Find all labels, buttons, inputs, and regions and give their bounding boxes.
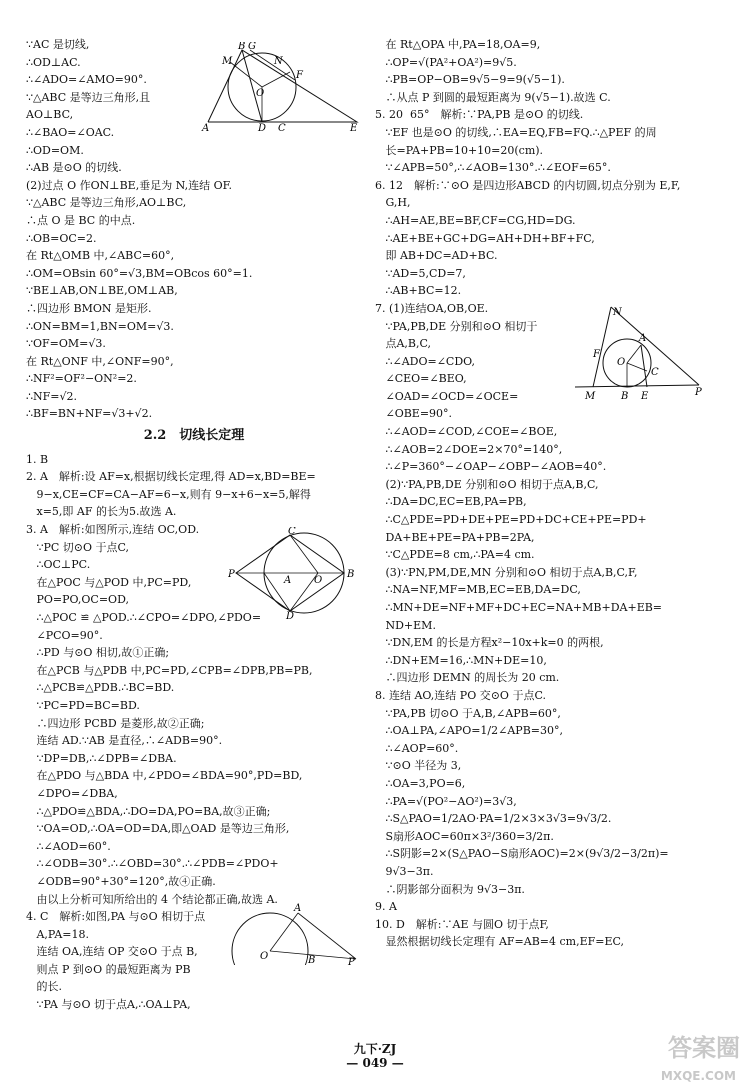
- answer-line: ∵AD=5,CD=7,: [375, 266, 466, 280]
- text-line: ∵OF=OM=√3.: [26, 337, 106, 351]
- fig1-label-b: B: [238, 42, 246, 52]
- answer-line: ∴DA=DC,EC=EB,PA=PB,: [375, 495, 527, 509]
- answer-line: ∵PC 切⊙O 于点C,: [26, 540, 130, 554]
- answer-line: 7. (1)连结OA,OB,OE.: [375, 301, 489, 315]
- answer-line: ∠CEO=∠BEO,: [375, 372, 467, 386]
- answer-line: ∴△POC ≌ △POD.∴∠CPO=∠DPO,∠PDO=: [26, 611, 262, 624]
- fig1-label-g: G: [248, 42, 256, 52]
- answer-line: DA+BE+PE=PA+PB=2PA,: [375, 530, 535, 544]
- answer-line: ND+EM.: [375, 618, 436, 632]
- text-line: ∵AC 是切线,: [26, 38, 90, 51]
- answer-line: ∠OBE=90°.: [375, 407, 453, 421]
- fig3-label-p: P: [695, 387, 702, 398]
- answer-line: ∴△PDO≌△BDA,∴DO=DA,PO=BA,故③正确;: [26, 804, 271, 818]
- answer-line: 2. A 解析:设 AF=x,根据切线长定理,得 AD=x,BD=BE=: [26, 470, 316, 484]
- answer-line: 即 AB+DC=AD+BC.: [375, 249, 498, 263]
- answer-line: ∴S阴影=2×(S△PAO−S扇形AOC)=2×(9√3/2−3/2π)=: [375, 847, 669, 861]
- fig3-label-f: F: [593, 349, 600, 360]
- footer-page-number: — 049 —: [346, 1056, 404, 1070]
- fig2-label-d: D: [286, 611, 295, 619]
- answer-line: ∴OA=3,PO=6,: [375, 776, 466, 790]
- fig1-label-m: M: [222, 56, 233, 67]
- answer-line: ∵∠APB=50°,∴∠AOB=130°.∴∠EOF=65°.: [375, 161, 611, 175]
- figure-tangent-pa: [228, 903, 363, 965]
- answer-line: ∴PD 与⊙O 相切,故①正确;: [26, 646, 170, 660]
- answer-line: ∵C△PDE=8 cm,∴PA=4 cm.: [375, 548, 535, 562]
- section-title: 2.2 切线长定理: [143, 428, 245, 444]
- answer-line: PO=PO,OC=OD,: [26, 593, 129, 607]
- text-line: AO⊥BC,: [26, 108, 74, 122]
- answer-line: ∠DPO=∠DBA,: [26, 786, 118, 800]
- footer-book-label: 九下·ZJ: [353, 1042, 397, 1056]
- answer-line: S扇形AOC=60π×3²/360=3/2π.: [375, 829, 554, 843]
- fig4-label-p: P: [348, 957, 355, 965]
- answer-line: x=5,即 AF 的长为5.故选 A.: [26, 505, 177, 519]
- answer-line: 6. 12 解析:∵⊙O 是四边形ABCD 的内切圆,切点分别为 E,F,: [375, 178, 681, 192]
- fig2-label-b: B: [347, 569, 355, 580]
- fig4-label-a: A: [294, 903, 302, 914]
- watermark-url: MXQE.COM: [660, 1069, 736, 1083]
- fig2-label-o: O: [314, 575, 323, 586]
- text-line: 在 Rt△ONF 中,∠ONF=90°,: [26, 354, 174, 368]
- answer-line: ∴△PCB≌△PDB.∴BC=BD.: [26, 681, 175, 695]
- fig1-label-o: O: [256, 88, 265, 99]
- fig3-label-e: E: [641, 391, 649, 400]
- fig2-label-a: A: [284, 575, 292, 586]
- answer-line: ∴PA=√(PO²−AO²)=3√3,: [375, 794, 517, 808]
- fig3-label-n: N: [613, 307, 622, 318]
- answer-line: 由以上分析可知所给出的 4 个结论都正确,故选 A.: [26, 892, 278, 906]
- fig4-label-b: B: [308, 955, 316, 965]
- fig2-label-p: P: [228, 569, 235, 580]
- answer-line: 显然根据切线长定理有 AF=AB=4 cm,EF=EC,: [375, 935, 625, 949]
- fig2-label-c: C: [288, 527, 296, 537]
- answer-line: ∴DN+EM=16,∴MN+DE=10,: [375, 653, 547, 667]
- text-line: ∴NF=√2.: [26, 389, 77, 403]
- text-line: ∴四边形 BMON 是矩形.: [26, 301, 152, 315]
- answer-line: (3)∵PN,PM,DE,MN 分别和⊙O 相切于点A,B,C,F,: [375, 565, 638, 579]
- fig3-label-o: O: [617, 357, 626, 368]
- text-line: ∵BE⊥AB,ON⊥BE,OM⊥AB,: [26, 284, 178, 298]
- answer-line: ∴OC⊥PC.: [26, 558, 91, 572]
- answer-line: 8. 连结 AO,连结 PO 交⊙O 于点C.: [375, 688, 546, 702]
- fig4-label-o: O: [260, 951, 269, 962]
- fig3-label-a: A: [639, 333, 647, 344]
- fig1-label-a: A: [202, 123, 210, 132]
- answer-line: 在△PCB 与△PDB 中,PC=PD,∠CPB=∠DPB,PB=PB,: [26, 663, 313, 677]
- figure-triangle-circle: [200, 42, 365, 132]
- answer-line: ∵PA,PB 切⊙O 于A,B,∠APB=60°,: [375, 706, 561, 720]
- fig3-label-b: B: [621, 391, 629, 400]
- answer-line: ∵DN,EM 的长是方程x²−10x+k=0 的两根,: [375, 636, 604, 650]
- answer-line: ∴AE+BE+GC+DG=AH+DH+BF+FC,: [375, 231, 595, 245]
- right-column: [375, 36, 720, 951]
- text-line: ∴AB 是⊙O 的切线.: [26, 161, 122, 175]
- fig1-label-n: N: [274, 56, 283, 67]
- answer-line: ∵⊙O 半径为 3,: [375, 759, 462, 773]
- answer-line: ∴S△PAO=1/2AO·PA=1/2×3×3√3=9√3/2.: [375, 812, 612, 826]
- answer-line: 9−x,CE=CF=CA−AF=6−x,则有 9−x+6−x=5,解得: [26, 487, 311, 501]
- text-line: ∴∠BAO=∠OAC.: [26, 125, 115, 139]
- answer-line: ∴∠ODB=30°.∴∠OBD=30°.∴∠PDB=∠PDO+: [26, 857, 279, 871]
- text-line: ∴OM=OBsin 60°=√3,BM=OBcos 60°=1.: [26, 266, 253, 280]
- answer-line: ∵DP=DB,∴∠DPB=∠DBA.: [26, 751, 177, 765]
- answer-line: 9. A: [375, 900, 397, 914]
- answer-line: 长=PA+PB=10+10=20(cm).: [375, 143, 544, 157]
- answer-line: 1. B: [26, 452, 49, 466]
- answer-line: ∴阴影部分面积为 9√3−3π.: [375, 882, 525, 896]
- fig1-label-c: C: [278, 123, 286, 132]
- answer-line: 点A,B,C,: [375, 337, 432, 351]
- answer-line: ∴∠AOD=∠COD,∠COE=∠BOE,: [375, 425, 558, 439]
- answer-line: ∴MN+DE=NF+MF+DC+EC=NA+MB+DA+EB=: [375, 601, 663, 614]
- answer-line: ∴NA=NF,MF=MB,EC=EB,DA=DC,: [375, 583, 581, 597]
- answer-line: 在 Rt△OPA 中,PA=18,OA=9,: [375, 38, 541, 51]
- text-line: ∴BF=BN+NF=√3+√2.: [26, 407, 153, 421]
- answer-line: ∴∠AOB=2∠DOE=2×70°=140°,: [375, 442, 563, 456]
- text-line: (2)过点 O 作ON⊥BE,垂足为 N,连结 OF.: [26, 178, 233, 192]
- fig3-label-c: C: [651, 367, 659, 378]
- answer-line: ∴C△PDE=PD+DE+PE=PD+DC+CE+PE=PD+: [375, 513, 647, 527]
- text-line: ∴OD⊥AC.: [26, 55, 81, 69]
- answer-line: 9√3−3π.: [375, 864, 434, 878]
- answer-line: ∴∠ADO=∠CDO,: [375, 354, 476, 368]
- answer-line: ∴∠AOD=60°.: [26, 839, 111, 853]
- figure-tangent-quadrilateral: [575, 305, 705, 400]
- answer-line: 在△POC 与△POD 中,PC=PD,: [26, 575, 192, 589]
- answer-line: (2)∵PA,PB,DE 分别和⊙O 相切于点A,B,C,: [375, 477, 599, 491]
- answer-line: ∠ODB=90°+30°=120°,故④正确.: [26, 874, 216, 888]
- text-line: 在 Rt△OMB 中,∠ABC=60°,: [26, 249, 175, 263]
- answer-line: G,H,: [375, 196, 411, 210]
- answer-line: A,PA=18.: [26, 927, 89, 941]
- answer-line: ∠PCO=90°.: [26, 628, 103, 642]
- text-line: ∴OB=OC=2.: [26, 231, 97, 245]
- fig1-label-f: F: [296, 70, 303, 81]
- right-answers-block: [375, 36, 720, 951]
- answer-line: 在△PDO 与△BDA 中,∠PDO=∠BDA=90°,PD=BD,: [26, 769, 303, 783]
- answer-line: ∵OA=OD,∴OA=OD=DA,即△OAD 是等边三角形,: [26, 822, 290, 836]
- answer-line: 10. D 解析:∵AE 与圆O 切于点F,: [375, 917, 549, 931]
- text-line: ∴OD=OM.: [26, 143, 84, 157]
- text-line: ∴点 O 是 BC 的中点.: [26, 213, 136, 227]
- fig3-label-m: M: [585, 391, 596, 400]
- text-line: ∴∠ADO=∠AMO=90°.: [26, 73, 147, 87]
- fig1-label-e: E: [350, 123, 358, 132]
- answer-line: 3. A 解析:如图所示,连结 OC,OD.: [26, 523, 200, 537]
- answer-line: ∴AB+BC=12.: [375, 284, 462, 298]
- answer-line: ∵EF 也是⊙O 的切线,∴EA=EQ,FB=FQ.∴△PEF 的周: [375, 125, 657, 139]
- answer-line: ∴PB=OP−OB=9√5−9=9(√5−1).: [375, 73, 565, 87]
- answer-line: ∴∠AOP=60°.: [375, 741, 459, 755]
- text-line: ∵△ABC 是等边三角形,且: [26, 90, 151, 104]
- answer-line: 则点 P 到⊙O 的最短距离为 PB: [26, 962, 191, 976]
- answer-line: 5. 20 65° 解析:∵PA,PB 是⊙O 的切线.: [375, 108, 584, 122]
- watermark-logo: 答案圈: [668, 1034, 740, 1062]
- text-line: ∴NF²=OF²−ON²=2.: [26, 372, 137, 386]
- answer-line: 的长.: [26, 980, 62, 994]
- left-column: [26, 36, 362, 1014]
- text-line: ∵△ABC 是等边三角形,AO⊥BC,: [26, 196, 187, 210]
- answer-line: ∵PA,PB,DE 分别和⊙O 相切于: [375, 319, 538, 333]
- answer-line: ∴四边形 DEMN 的周长为 20 cm.: [375, 671, 560, 685]
- answer-line: ∴∠P=360°−∠OAP−∠OBP−∠AOB=40°.: [375, 460, 607, 474]
- answer-line: ∵PC=PD=BC=BD.: [26, 698, 140, 712]
- answer-line: ∴OP=√(PA²+OA²)=9√5.: [375, 55, 517, 69]
- answer-line: ∠OAD=∠OCD=∠OCE=: [375, 389, 519, 403]
- answer-line: ∴OA⊥PA,∠APO=1/2∠APB=30°,: [375, 724, 563, 738]
- fig1-label-d: D: [258, 123, 267, 132]
- figure-rhombus-circle: [228, 527, 360, 619]
- answer-line: 连结 AD.∵AB 是直径,∴∠ADB=90°.: [26, 734, 223, 748]
- answer-line: 连结 OA,连结 OP 交⊙O 于点 B,: [26, 945, 198, 959]
- answer-line: ∴从点 P 到圆的最短距离为 9(√5−1).故选 C.: [375, 90, 611, 104]
- answer-line: ∴AH=AE,BE=BF,CF=CG,HD=DG.: [375, 213, 576, 227]
- answer-line: ∴四边形 PCBD 是菱形,故②正确;: [26, 716, 205, 730]
- answer-line: 4. C 解析:如图,PA 与⊙O 相切于点: [26, 910, 206, 924]
- text-line: ∴ON=BM=1,BN=OM=√3.: [26, 319, 174, 333]
- answer-line: ∵PA 与⊙O 切于点A,∴OA⊥PA,: [26, 998, 191, 1012]
